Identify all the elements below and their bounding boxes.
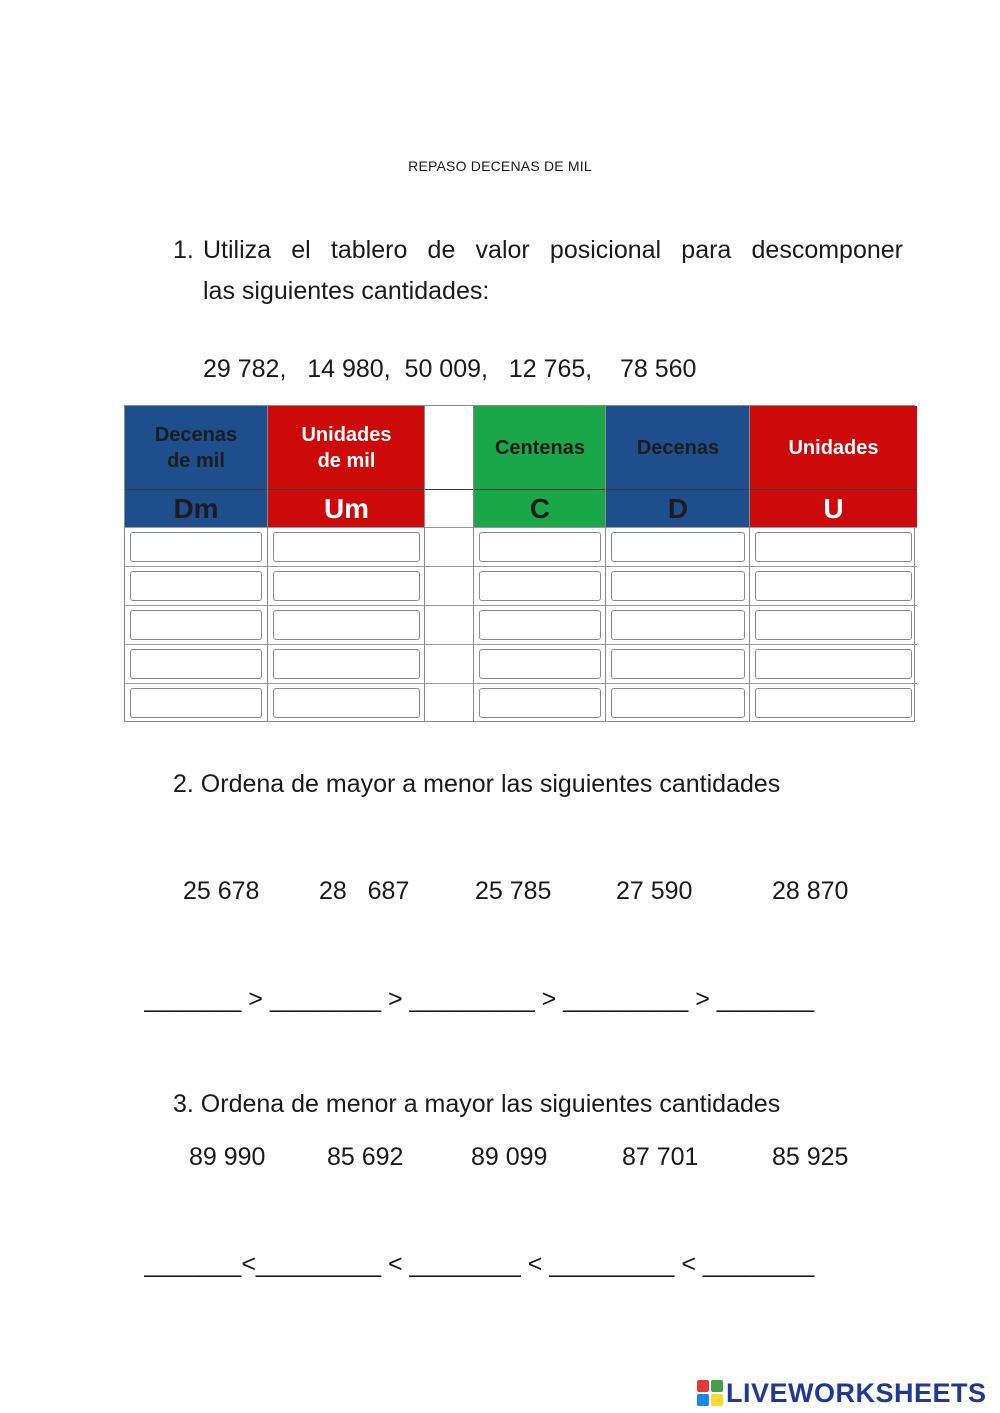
logo-square [711, 1394, 723, 1406]
answer-box-decenas-de-mil-row-1[interactable] [130, 532, 262, 562]
column-abbr-unidades: U [750, 489, 917, 527]
table-cell [425, 605, 474, 644]
q2-number-1: 25 678 [183, 877, 260, 905]
table-cell [268, 527, 425, 566]
answer-box-decenas-row-3[interactable] [611, 610, 745, 640]
column-decenas [605, 406, 750, 721]
q1-line2: las siguientes cantidades: [203, 277, 490, 305]
answer-box-unidades-de-mil-row-1[interactable] [273, 532, 420, 562]
column-header-spacer [425, 406, 474, 489]
column-centenas [473, 406, 606, 721]
table-cell [606, 683, 750, 722]
q2-instruction: 2. Ordena de mayor a menor las siguientes cantidades [173, 770, 781, 798]
answer-box-unidades-row-2[interactable] [755, 571, 912, 601]
place-value-table [124, 405, 915, 722]
q2-number-2: 28 687 [319, 877, 410, 905]
table-cell [125, 605, 267, 644]
logo-square [697, 1394, 709, 1406]
q2-answer-blanks[interactable]: _______ > ________ > _________ > _________ > _______ [144, 985, 815, 1013]
q3-number-5: 85 925 [772, 1143, 849, 1171]
column-header-decenas [606, 406, 750, 489]
column-header-centenas [474, 406, 606, 489]
table-cell [474, 566, 606, 605]
column-decenas-de-mil [125, 406, 267, 721]
answer-box-decenas-row-1[interactable] [611, 532, 745, 562]
answer-box-unidades-row-5[interactable] [755, 688, 912, 718]
answer-box-centenas-row-5[interactable] [479, 688, 601, 718]
answer-box-centenas-row-4[interactable] [479, 649, 601, 679]
column-unidades-de-mil [267, 406, 425, 721]
answer-box-decenas-de-mil-row-4[interactable] [130, 649, 262, 679]
answer-box-decenas-de-mil-row-2[interactable] [130, 571, 262, 601]
liveworksheets-logo-icon [697, 1380, 723, 1406]
q2-number-3: 25 785 [475, 877, 552, 905]
column-header-line1: Unidades [788, 436, 879, 459]
answer-box-unidades-de-mil-row-4[interactable] [273, 649, 420, 679]
answer-box-unidades-row-4[interactable] [755, 649, 912, 679]
answer-box-unidades-row-3[interactable] [755, 610, 912, 640]
column-header-line2: de mil [317, 449, 376, 472]
column-abbr-unidades-de-mil: Um [268, 489, 425, 527]
q3-instruction: 3. Ordena de menor a mayor las siguientes cantidades [173, 1090, 781, 1118]
column-abbr-centenas: C [474, 489, 606, 527]
liveworksheets-logo [697, 1376, 987, 1410]
answer-box-decenas-row-5[interactable] [611, 688, 745, 718]
table-cell [474, 644, 606, 683]
answer-box-centenas-row-2[interactable] [479, 571, 601, 601]
column-unidades [749, 406, 917, 721]
table-cell [474, 683, 606, 722]
table-cell [425, 644, 474, 683]
column-abbr-decenas: D [606, 489, 750, 527]
q1-numbers: 29 782, 14 980, 50 009, 12 765, 78 560 [203, 355, 697, 383]
answer-box-unidades-de-mil-row-3[interactable] [273, 610, 420, 640]
q1-line1: Utiliza el tablero de valor posicional para descomponer [203, 236, 903, 264]
q2-number-5: 28 870 [772, 877, 849, 905]
table-cell [125, 527, 267, 566]
table-cell [425, 683, 474, 722]
table-cell [425, 527, 474, 566]
table-cell [606, 644, 750, 683]
table-cell [750, 566, 917, 605]
q3-number-3: 89 099 [471, 1143, 548, 1171]
column-header-unidades [750, 406, 917, 489]
column-header-line1: Decenas [154, 423, 238, 446]
table-cell [750, 527, 917, 566]
column-header-unidades-de-mil [268, 406, 425, 489]
answer-box-decenas-de-mil-row-3[interactable] [130, 610, 262, 640]
table-cell [474, 605, 606, 644]
table-cell [268, 605, 425, 644]
answer-box-decenas-row-2[interactable] [611, 571, 745, 601]
table-cell [606, 605, 750, 644]
logo-square [697, 1380, 709, 1392]
logo-text: LIVEWORKSHEETS [726, 1377, 987, 1408]
column-spacer [424, 406, 474, 721]
q3-number-2: 85 692 [327, 1143, 404, 1171]
q2-number-4: 27 590 [616, 877, 693, 905]
answer-box-centenas-row-1[interactable] [479, 532, 601, 562]
logo-square [711, 1380, 723, 1392]
q3-answer-blanks[interactable]: _______<_________ < ________ < _________ < ________ [144, 1250, 815, 1278]
page-title: REPASO DECENAS DE MIL [408, 158, 592, 174]
column-abbr-decenas-de-mil: Dm [125, 489, 267, 527]
column-header-line1: Unidades [301, 423, 392, 446]
table-cell [750, 683, 917, 722]
table-cell [125, 566, 267, 605]
column-abbr-spacer [425, 489, 474, 527]
q1-number: 1. [173, 236, 194, 264]
table-cell [750, 644, 917, 683]
q3-number-4: 87 701 [622, 1143, 699, 1171]
table-cell [750, 605, 917, 644]
answer-box-centenas-row-3[interactable] [479, 610, 601, 640]
column-header-line1: Centenas [494, 436, 586, 459]
answer-box-decenas-row-4[interactable] [611, 649, 745, 679]
column-header-line1: Decenas [636, 436, 720, 459]
table-cell [268, 566, 425, 605]
q3-number-1: 89 990 [189, 1143, 266, 1171]
table-cell [125, 644, 267, 683]
table-cell [474, 527, 606, 566]
answer-box-unidades-de-mil-row-5[interactable] [273, 688, 420, 718]
table-cell [425, 566, 474, 605]
table-cell [606, 527, 750, 566]
table-cell [606, 566, 750, 605]
column-header-line2: de mil [167, 449, 225, 472]
table-cell [268, 683, 425, 722]
answer-box-unidades-row-1[interactable] [755, 532, 912, 562]
column-header-decenas-de-mil [125, 406, 267, 489]
table-cell [125, 683, 267, 722]
table-cell [268, 644, 425, 683]
answer-box-decenas-de-mil-row-5[interactable] [130, 688, 262, 718]
answer-box-unidades-de-mil-row-2[interactable] [273, 571, 420, 601]
